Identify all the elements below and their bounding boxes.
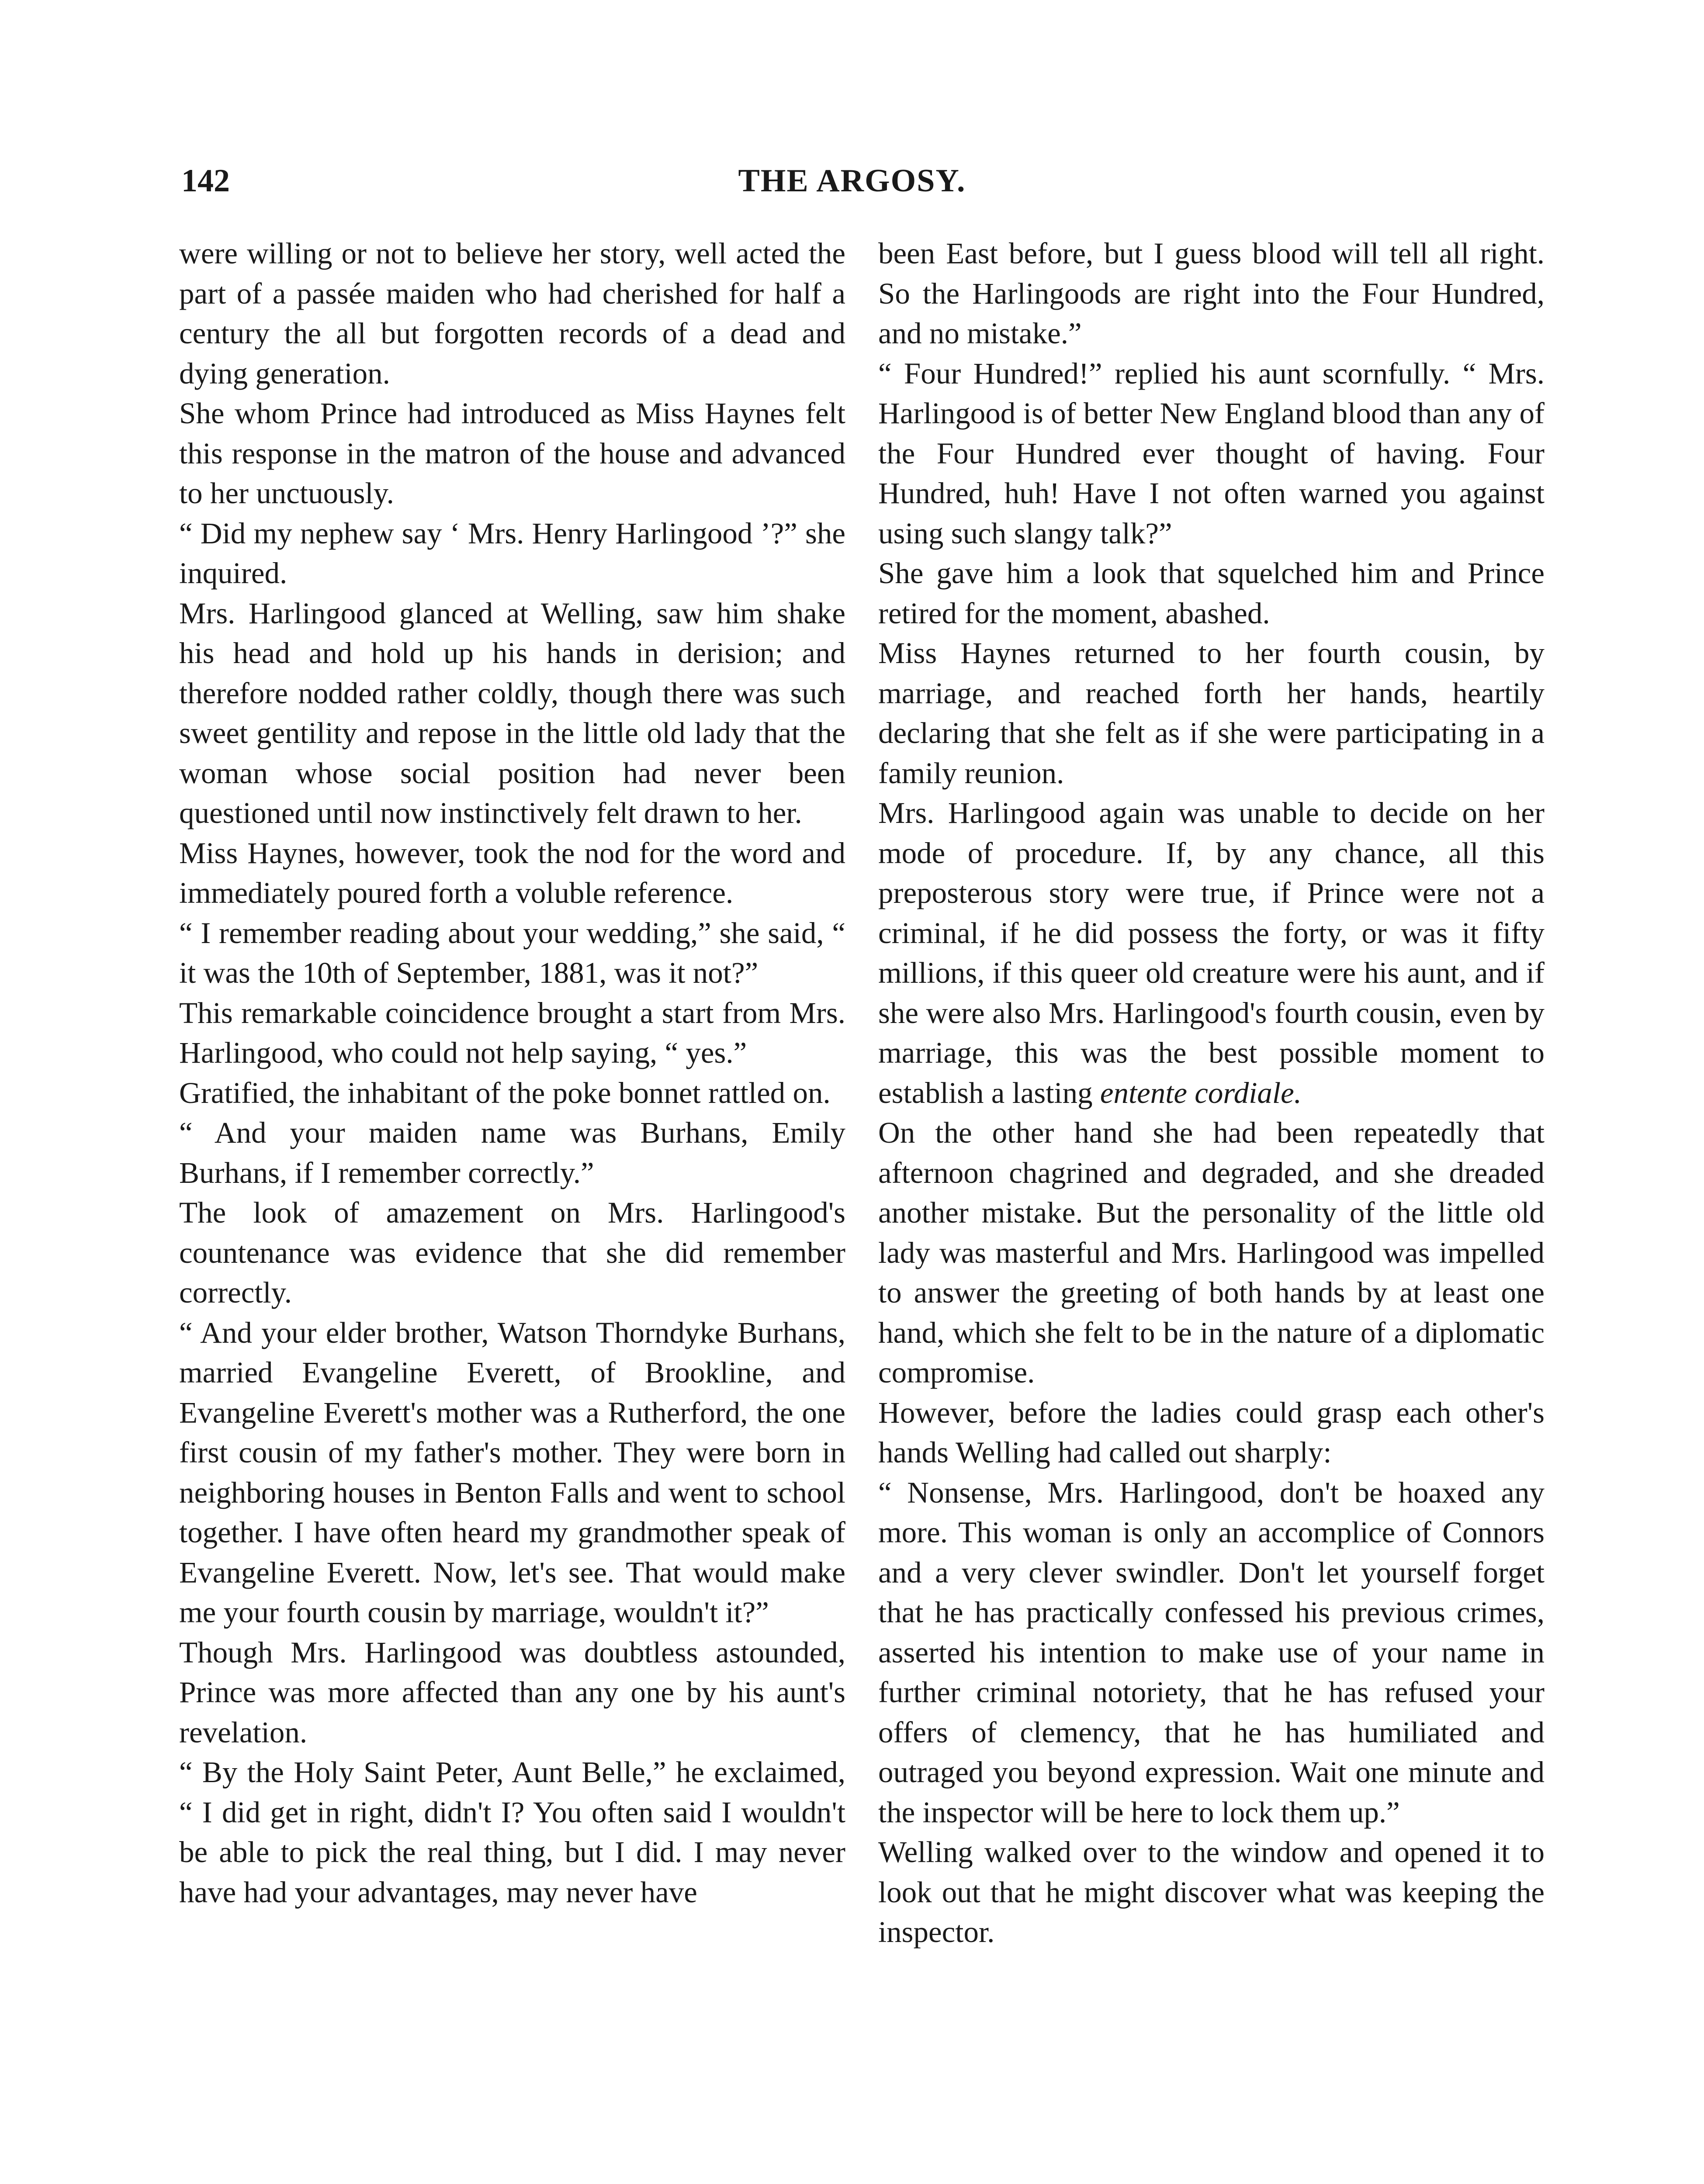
paragraph: “ By the Holy Saint Peter, Aunt Belle,” he exclaimed, “ I did get in right, didn't I? You often said I wouldn't be able to pick the real thing, but I did. I may never have had your advantages, may never have [179, 1755, 845, 1909]
running-head: THE ARGOSY. [738, 163, 966, 199]
paragraph: “ Nonsense, Mrs. Harlingood, don't be hoaxed any more. This woman is only an accomplice of Connors and a very clever swindler. Don't let yourself forget that he has practically confessed his previous crimes, asserted his intention to make use of your name in further criminal notoriety, that he has refused your offers of clemency, that he has humiliated and outraged you beyond expression. Wait one minute and the inspector will be here to lock them up.” [878, 1476, 1545, 1829]
paragraph: On the other hand she had been repeatedly that afternoon chagrined and degraded, and she dreaded another mistake. But the personality of the little old lady was masterful and Mrs. Harlingood was impelled to answer the greeting of both hands by at least one hand, which she felt to be in the nature of a diplomatic compromise. [878, 1116, 1545, 1389]
paragraph: This remarkable coincidence brought a start from Mrs. Harlingood, who could not help saying, “ yes.” [179, 996, 845, 1069]
paragraph: were willing or not to believe her story, well acted the part of a passée maiden who had cherished for half a century the all but forgotten records of a dead and dying generation. [179, 237, 845, 390]
right-column [878, 234, 1545, 1952]
paragraph: Welling walked over to the window and opened it to look out that he might discover what was keeping the inspector. [878, 1835, 1545, 1949]
left-column [179, 234, 845, 1912]
paragraph: However, before the ladies could grasp each other's hands Welling had called out sharply: [878, 1396, 1545, 1469]
italic-phrase: entente cordiale. [1100, 1076, 1302, 1109]
paragraph: been East before, but I guess blood will tell all right. So the Harlingoods are right into the Four Hundred, and no mistake.” [878, 237, 1545, 350]
paragraph: Miss Haynes returned to her fourth cousin, by marriage, and reached forth her hands, heartily declaring that she felt as if she were participating in a family reunion. [878, 636, 1545, 790]
paragraph: Miss Haynes, however, took the nod for the word and immediately poured forth a voluble reference. [179, 836, 845, 909]
paragraph: “ Did my nephew say ‘ Mrs. Henry Harlingood ’?” she inquired. [179, 516, 845, 590]
page-number: 142 [181, 163, 230, 199]
paragraph: She gave him a look that squelched him and Prince retired for the moment, abashed. [878, 556, 1545, 630]
paragraph: Mrs. Harlingood glanced at Welling, saw him shake his head and hold up his hands in derision; and therefore nodded rather coldly, though there was such sweet gentility and repose in the little old lady that the woman whose social position had never been questioned until now instinctively felt drawn to her. [179, 596, 845, 829]
paragraph: The look of amazement on Mrs. Harlingood's countenance was evidence that she did remember correctly. [179, 1196, 845, 1309]
paragraph: “ Four Hundred!” replied his aunt scornfully. “ Mrs. Harlingood is of better New England blood than any of the Four Hundred ever thought of having. Four Hundred, huh! Have I not often warned you against using such slangy talk?” [878, 356, 1545, 550]
paragraph [878, 793, 1545, 1113]
paragraph-text: Mrs. Harlingood again was unable to decide on her mode of procedure. If, by any chance, all this preposterous story were true, if Prince were not a criminal, if he did possess the forty, or was it fifty millions, if this queer old creature were his aunt, and if she were also Mrs. Harlingood's fourth cousin, even by marriage, this was the best possible moment to establish a lasting [878, 796, 1545, 1109]
paragraph: Gratified, the inhabitant of the poke bonnet rattled on. [179, 1076, 831, 1109]
paragraph: “ And your maiden name was Burhans, Emily Burhans, if I remember correctly.” [179, 1116, 845, 1189]
paragraph: “ I remember reading about your wedding,” she said, “ it was the 10th of September, 1881, was it not?” [179, 916, 845, 989]
paragraph: “ And your elder brother, Watson Thorndyke Burhans, married Evangeline Everett, of Brookline, and Evangeline Everett's mother was a Rutherford, the one first cousin of my father's mother. They were born in neighboring houses in Benton Falls and went to school together. I have often heard my grandmother speak of Evangeline Everett. Now, let's see. That would make me your fourth cousin by marriage, wouldn't it?” [179, 1316, 845, 1629]
paragraph: She whom Prince had introduced as Miss Haynes felt this response in the matron of the house and advanced to her unctuously. [179, 397, 845, 510]
paragraph: Though Mrs. Harlingood was doubtless astounded, Prince was more affected than any one by his aunt's revelation. [179, 1635, 845, 1749]
